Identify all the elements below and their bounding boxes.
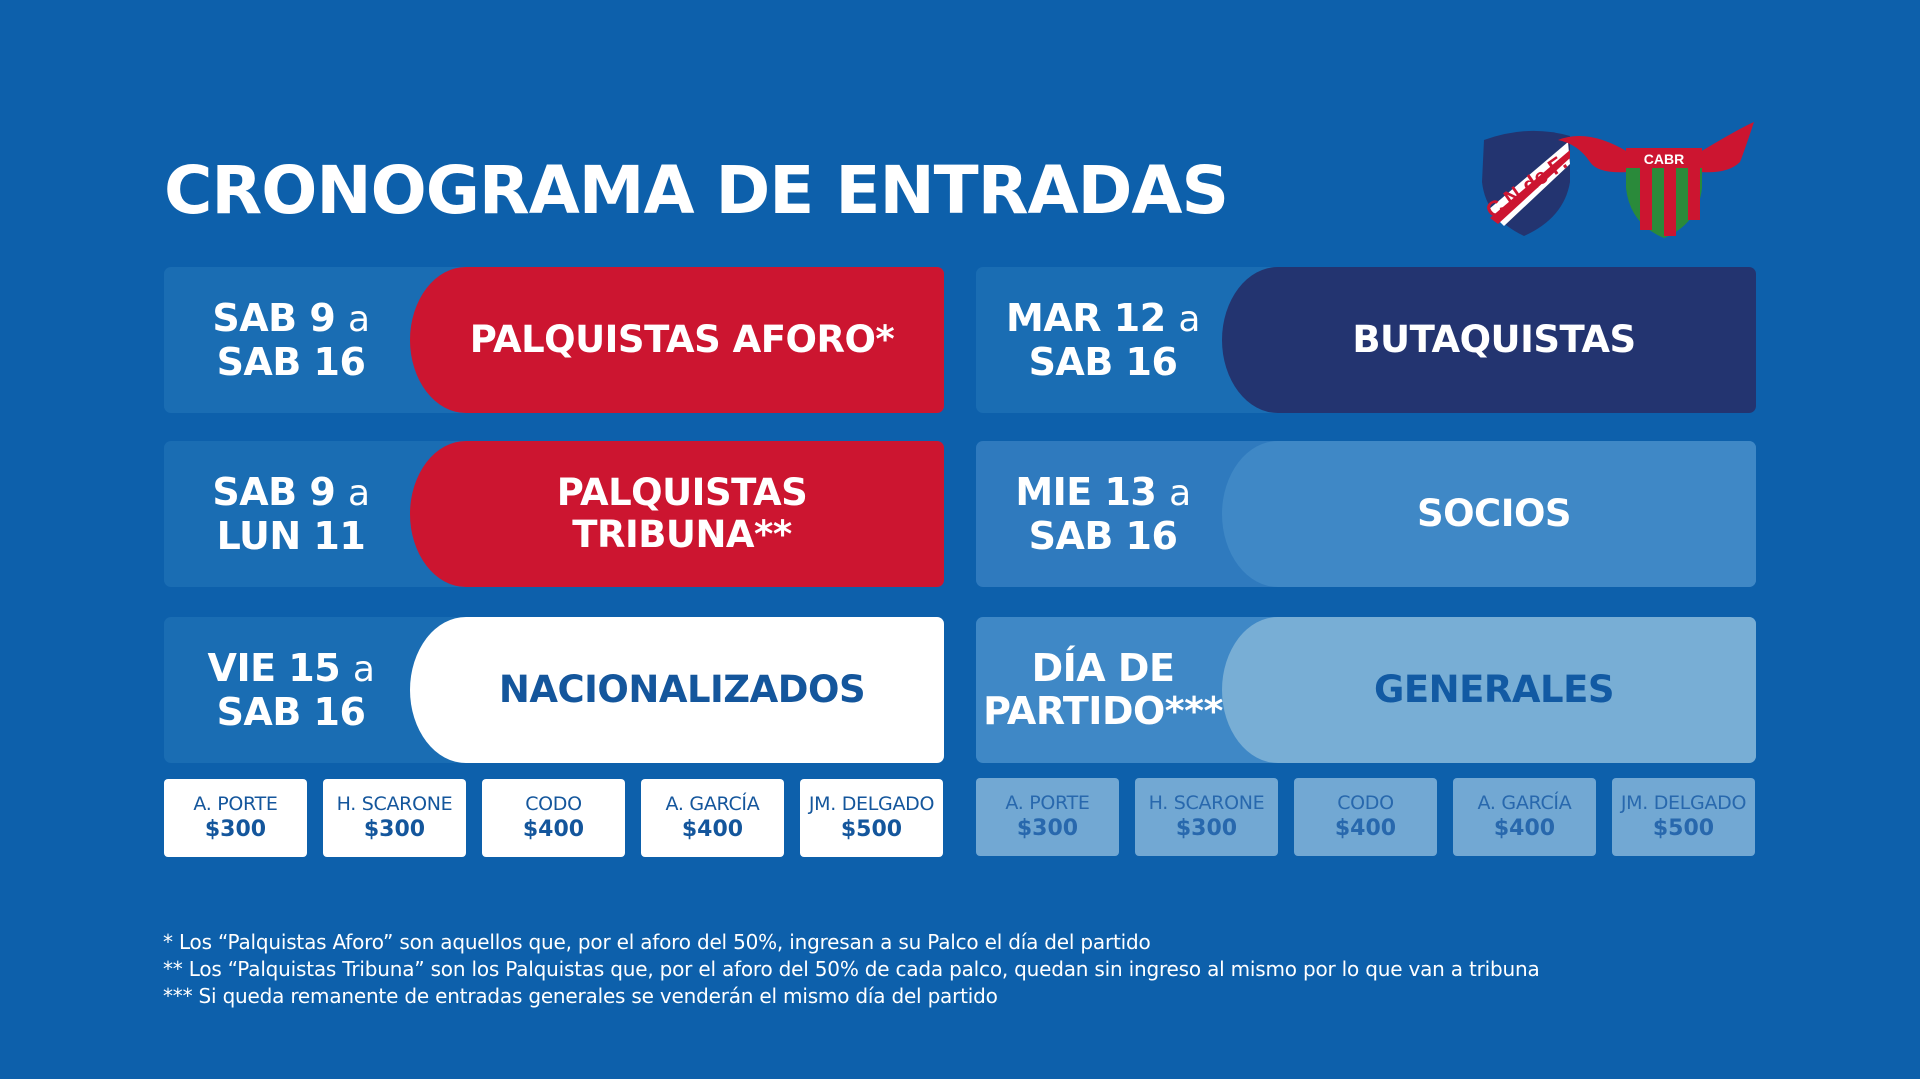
category-label: BUTAQUISTAS [1222,267,1756,413]
price-box: A. PORTE $300 [164,779,307,857]
date-range: SAB 9 a SAB 16 [212,295,370,384]
schedule-card-butaquistas [976,267,1756,413]
price-box: JM. DELGADO $500 [1612,778,1755,856]
schedule-card-generales [976,617,1756,763]
price-box: JM. DELGADO $500 [800,779,943,857]
category-label: GENERALES [1222,617,1756,763]
price-box: A. PORTE $300 [976,778,1119,856]
category-label: NACIONALIZADOS [410,617,944,763]
page-title: CRONOGRAMA DE ENTRADAS [164,152,1229,229]
svg-text:CABR: CABR [1643,151,1685,167]
schedule-card-nacionalizados [164,617,944,763]
cabr-crest-icon [1558,122,1754,238]
price-box: A. GARCÍA $400 [1453,778,1596,856]
date-range: DÍA DE PARTIDO*** [983,646,1223,733]
category-label: SOCIOS [1222,441,1756,587]
footnotes [163,929,1540,1010]
nacional-crest-icon [1481,131,1571,236]
date-range: VIE 15 a SAB 16 [207,645,375,734]
price-box: A. GARCÍA $400 [641,779,784,857]
category-label: PALQUISTAS TRIBUNA** [410,441,944,587]
footnote: *** Si queda remanente de entradas generales se venderán el mismo día del partido [163,984,998,1008]
schedule-card-palquistas-aforo [164,267,944,413]
date-range: SAB 9 a LUN 11 [212,469,370,558]
schedule-card-socios [976,441,1756,587]
date-range: MIE 13 a SAB 16 [1015,469,1191,558]
club-crests-icon [1478,122,1758,242]
category-label: PALQUISTAS AFORO* [410,267,944,413]
price-box: H. SCARONE $300 [1135,778,1278,856]
date-range: MAR 12 a SAB 16 [1006,295,1200,384]
price-box: H. SCARONE $300 [323,779,466,857]
schedule-card-palquistas-tribuna [164,441,944,587]
footnote: ** Los “Palquistas Tribuna” son los Palquistas que, por el aforo del 50% de cada palco, quedan sin ingreso al mismo por lo que van a tribuna [163,957,1540,981]
svg-text:C.N.de F.: C.N.de F. [1481,149,1572,224]
price-box: CODO $400 [482,779,625,857]
club-logos [1478,122,1758,242]
price-box: CODO $400 [1294,778,1437,856]
footnote: * Los “Palquistas Aforo” son aquellos que, por el aforo del 50%, ingresan a su Palco el día del partido [163,930,1151,954]
